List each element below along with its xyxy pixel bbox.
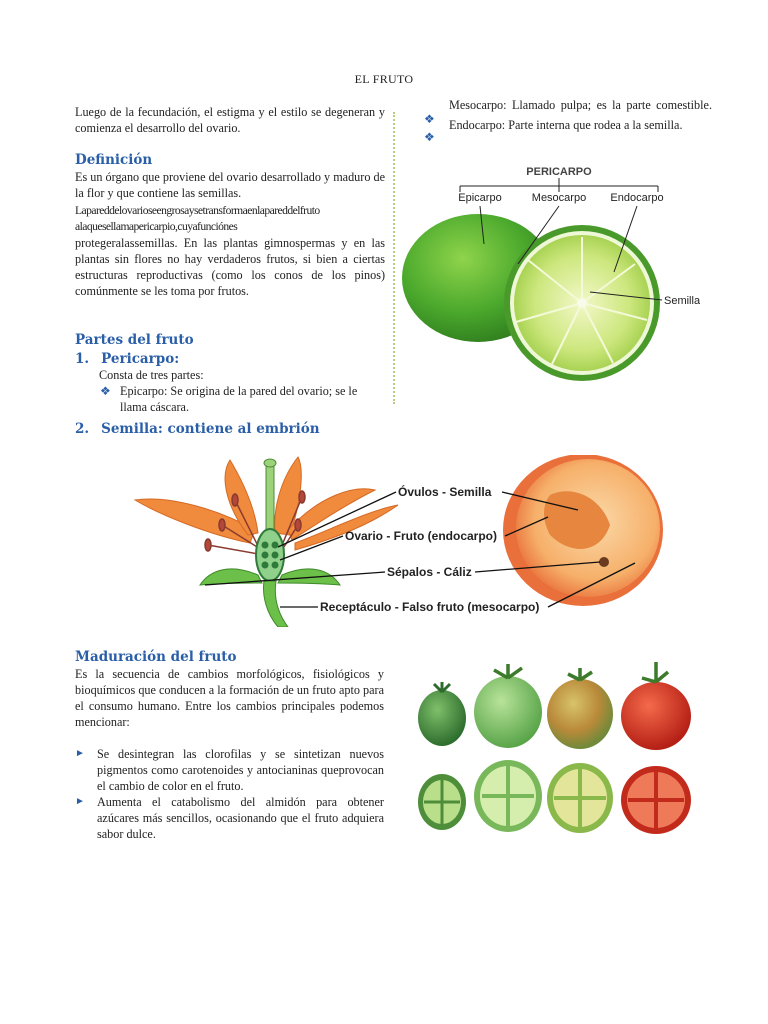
pericarpo-sub: Consta de tres partes: xyxy=(99,368,204,382)
arrow-bullet-icon: ► xyxy=(75,796,85,807)
column-divider xyxy=(393,112,395,404)
whole-tomatoes xyxy=(418,662,691,750)
item1-title: Pericarpo: xyxy=(101,351,180,367)
diamond-bullet-icon: ❖ xyxy=(424,112,435,126)
mesocarpo-label: Mesocarpo xyxy=(531,192,587,204)
definicion-line4: protegeralassemillas. En las plantas gimnospermas y en las plantas sin flores no hay verdaderos frutos, si bien a ciertas estructuras reproductivas (como los conos de los pinos) comúnmente se les toma por frutos. xyxy=(75,236,385,298)
definicion-line2: Lapareddelovarioseengrosaysetransformaenlapareddelfruto xyxy=(75,204,320,217)
ovulos-label: Óvulos - Semilla xyxy=(398,485,492,499)
list-item xyxy=(75,794,384,842)
semilla-label: Semilla xyxy=(664,295,700,307)
maduracion-bullets xyxy=(75,746,384,842)
definicion-line3: alaquesellamapericarpio,cuyafunciónes xyxy=(75,220,238,233)
flower-receptacle xyxy=(264,581,288,627)
semilla-item xyxy=(75,420,320,438)
definicion-heading: Definición xyxy=(75,152,153,168)
diamond-bullet-icon: ❖ xyxy=(424,130,435,144)
mesocarpo-text: Mesocarpo: Llamado pulpa; es la parte comestible. Endocarpo: Parte interna que rodea a la semilla. xyxy=(449,98,712,132)
epicarpo-label: Epicarpo xyxy=(458,192,502,204)
partes-heading: Partes del fruto xyxy=(75,332,194,348)
pericarpo-item xyxy=(75,350,179,368)
flower-style xyxy=(266,463,274,533)
item2-title: Semilla: contiene al embrión xyxy=(101,421,320,437)
bullet-text: Se desintegran las clorofilas y se sintetizan nuevos pigmentos como carotenoides y antocianinas queprovocan el cambio de color en el fruto. xyxy=(97,747,384,793)
peach-stem-scar xyxy=(599,557,609,567)
flower-ovary xyxy=(256,529,284,581)
tomato-ripening-image xyxy=(412,656,698,836)
flower-stigma xyxy=(264,459,276,467)
intro-paragraph: Luego de la fecundación, el estigma y el estilo se degeneran y comienza el desarrollo del ovario. xyxy=(75,105,385,135)
sepalos-label: Sépalos - Cáliz xyxy=(387,565,472,579)
ovario-label: Ovario - Fruto (endocarpo) xyxy=(345,529,498,543)
diamond-bullet-icon: ❖ xyxy=(100,384,111,398)
lime-center xyxy=(577,298,587,308)
epicarpo-text: Epicarpo: Se origina de la pared del ovario; se le llama cáscara. xyxy=(120,384,358,414)
bullet-text: Aumenta el catabolismo del almidón para obtener azúcares más sencillos, ocasionando que el fruto adquiera sabor dulce. xyxy=(97,795,384,841)
arrow-bullet-icon: ► xyxy=(75,748,85,759)
pericarpo-label: PERICARPO xyxy=(526,166,592,178)
endocarpo-label: Endocarpo xyxy=(610,192,664,204)
page-title: EL FRUTO xyxy=(354,72,414,86)
definicion-line1: Es un órgano que proviene del ovario desarrollado y maduro de la flor y que contiene las semillas. xyxy=(75,170,385,200)
lime-diagram xyxy=(400,160,700,392)
maduracion-text: Es la secuencia de cambios morfológicos, fisiológicos y bioquímicos que conducen a la formación de un fruto apto para el consumo humano. Entre los cambios principales podemos mencionar: xyxy=(75,667,384,729)
item1-number: 1. xyxy=(75,351,90,367)
maduracion-heading: Maduración del fruto xyxy=(75,649,237,665)
item2-number: 2. xyxy=(75,421,90,437)
list-item xyxy=(75,746,384,794)
flower-diagram xyxy=(130,455,670,627)
receptaculo-label: Receptáculo - Falso fruto (mesocarpo) xyxy=(320,600,540,614)
cut-tomatoes xyxy=(418,760,691,834)
